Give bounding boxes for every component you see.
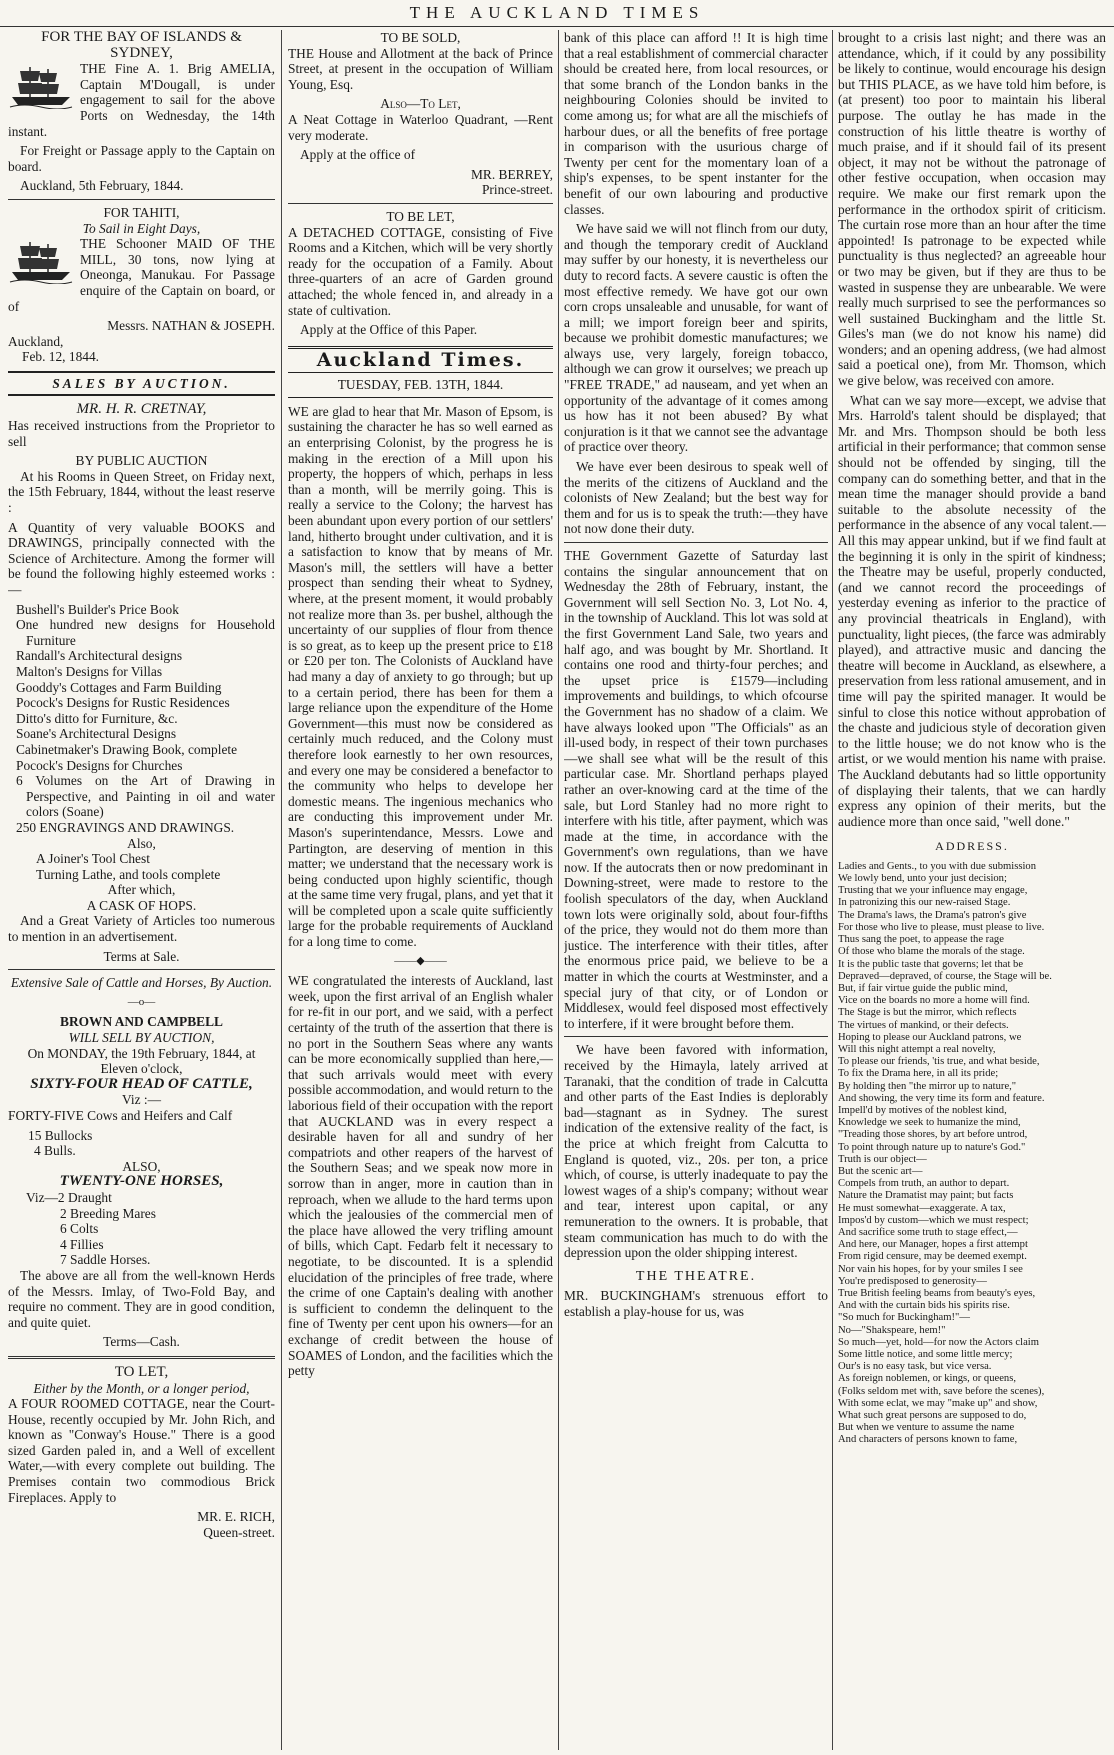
poem-line: In patronizing this our new-raised Stage.: [838, 897, 1011, 909]
poem-line: You're predisposed to generosity—: [838, 1275, 987, 1287]
column-1: [8, 30, 275, 1750]
article-whaler: WE congratulated the interests of Auckland, last week, upon the first arrival of an English whaler for re-fit in our port, and we said, with a perfect certainty of the truth of the assertion that there is no port in the Southern Seas where any wants can be more economically supplied than here,—that such arrivals would meet with every possible accommodation, and would return to the laborious field of their occupation with the report that AUCKLAND was in every respect a desirable haven for all and sundry of her compatriots and other reapers of the harvest of the Southern Seas; and we speak now more in sorrow than in anger, more in caution than in reproach, when we allude to the hard terms upon which the jealousies of the commercial men of the place have allowed the very trifling amount of bills, which Capt. Fedarb felt it necessary to negotiate, to be discounted. It is a splendid elucidation of the principles of free trade, where the crime of one Captain's dealing with another is sufficient to condemn the delinquent to the fine of Twenty per cent upon his owners—for an exchange of credit between the house of SOAMES of London, and the facilities which the petty: [288, 973, 553, 1379]
ad-body: A FOUR ROOMED COTTAGE, near the Court-House, recently occupied by Mr. John Rich, and known as "Conway's House." There is a good sized Garden paled in, and a Well of excellent Water,—with every complete out building. The Premises contain two commodious Brick Fireplaces. Apply to: [8, 1396, 275, 1505]
list-item: Gooddy's Cottages and Farm Building: [16, 679, 222, 695]
ad-title: TO LET,: [114, 1363, 169, 1380]
article-paragraph: We have said we will not flinch from our duty, and though the temporary credit of Auckland may suffer by our honesty, it is nevertheless our duty to record facts. A severe caustic is often the most effective remedy. We have got our own corn crops unsaleable and unusable, for want of a mill; we import foreign beer and spirits, because we prohibit domestic manufactures; we always use, very largely, foreign tobacco, although we can grow it ourselves; we preach up "FREE TRADE," ad nauseam, and yet when an opportunity of the advantage of it comes among us how has it not been abused? By what conjuration is it that we cannot see the advantage of practice over theory.: [564, 221, 828, 455]
poem-line: And here, our Manager, hopes a first attempt: [838, 1239, 1028, 1251]
poem-line: "So much for Buckingham!"—: [838, 1312, 970, 1324]
ad-lead: A Quantity of very valuable BOOKS and DRAWINGS, principally connected with the Science of Architecture. Among the former will be found the following highly esteemed works :—: [8, 519, 275, 597]
ship-icon: [8, 238, 74, 284]
poem-line: By holding then "the mirror up to nature,": [838, 1080, 1017, 1092]
list-item: One hundred new designs for Household Furniture: [16, 617, 275, 648]
poem-line: And characters of persons known to fame,: [838, 1434, 1018, 1446]
issue-date: TUESDAY, FEB. 13TH, 1844.: [288, 377, 553, 398]
poem-line: As foreign noblemen, or kings, or queens,: [838, 1373, 1016, 1385]
ad-body: THE House and Allotment at the back of Prince Street, at present in the occupation of William Young, Esq.: [288, 45, 553, 92]
poem-line: The virtues of mankind, or their defects.: [838, 1019, 1009, 1031]
list-item: 4 Fillies: [60, 1236, 104, 1252]
ad-cretnay-auction: [8, 402, 275, 964]
ad-street: Queen-street.: [203, 1524, 275, 1540]
ad-also: Also,: [127, 835, 156, 851]
list-item: Viz—2 Draught: [26, 1189, 112, 1205]
ad-agent: MR. BERREY,: [471, 166, 553, 182]
poem-line: To fix the Drama here, in all its pride;: [838, 1068, 999, 1080]
poem-line: And sacrifice some truth to stage effect,—: [838, 1226, 1018, 1238]
ad-terms: Terms at Sale.: [103, 948, 180, 964]
book-list: [8, 602, 275, 836]
horses-heading: TWENTY-ONE HORSES,: [59, 1173, 224, 1190]
ad-body: A DETACHED COTTAGE, consisting of Five Rooms and a Kitchen, which will be very shortly ready for the occupation of a Family. About three-quarters of an acre of Garden ground attached; the whole fenced in, and already in a state of cultivation.: [288, 224, 553, 318]
ad-tahiti: [8, 205, 275, 365]
article-mill: WE are glad to hear that Mr. Mason of Epsom, is sustaining the character he has so well earned as an enterprising Colonist, by the progress he is making in the erection of a Mill upon his property, the hoppers of which, perhaps in less than a month, will be merrily going. This is really a service to the Colony; the harvest has been abundant upon every portion of our settlers' land, hitherto brought under cultivation, and it is a satisfaction to know that by means of Mr. Mason's mill, the settlers will have a better prospect than sending their wheat to Sydney, where, at the present moment, it would probably not realize more than 3s. per bushel, although the uncertainty of our supplies of flour from thence is so great, as to keep up the present price to £18 or £20 per ton. The Colonists of Auckland have had many a day of anxiety to go through; but up to a certain period, there has been for them a large reliance upon the expenditure of the Home Government—this must now be considered as certainly much reduced, and the Colony must therefore look earnestly to her own resources, and every one may be considered a benefactor to the community who helps to develope her domestic means. The ingenious mechanics who are conducting this improvement under Mr. Mason's superintendance, Messrs. Lowe and Partington, are deserving of mention in this matter; we understand that the necessary work is being conducted upon highly scientific, though at the same time very frugal, plans, and yet that it will be completed upon a scale quite sufficiently large for the probable requirements of Auckland for a long time to come.: [288, 403, 553, 950]
ad-variety: And a Great Variety of Articles too numerous to mention in an advertisement.: [8, 913, 275, 945]
ad-intro: Has received instructions from the Proprietor to sell: [8, 418, 275, 449]
poem-line: For those who live to please, must please to live.: [838, 921, 1045, 933]
ad-date: Feb. 12, 1844.: [22, 349, 99, 365]
poem-line: He must somewhat—exaggerate. A tax,: [838, 1202, 1006, 1214]
poem-line: But, if fair virtue guide the public mind,: [838, 982, 1008, 994]
poem-line: It is the public taste that governs; let that be: [838, 958, 1024, 970]
divider: [8, 1356, 275, 1359]
poem-line: From rigid censure, may be deemed exempt.: [838, 1251, 1027, 1263]
divider: [8, 199, 275, 200]
article-paragraph: brought to a crisis last night; and there was an attendance, which, if it could by any possibility be likely to continue, would encourage his design but THIS PLACE, as we have told him before, is (at present) too poor to maintain his liberal purpose. The outlay he has made in the construction of his little theatre is worthy of much praise, and if it should fail of its present object, it may not be without the patronage of other festive occupation, when occasion may require. We make our first remark upon the performance in the orthodox spirit of criticism. The curtain rose more than an hour after the time appointed! Is patronage to be expected while punctuality is thus neglected? an agreeable hour or two may be given, but if they are thus to be wasted in suspense they are unbearable. We were really much surprised to see the performances so well sustained Buckingham and the little St. Giles's man (we do not know his name) did wonders; and an opening address, (we had almost said a poetical one), from Mr. Thomson, which we give below, was received con amore.: [838, 30, 1106, 389]
firm-name: BROWN AND CAMPBELL: [60, 1014, 223, 1030]
poem-line: Truth is our object—: [838, 1153, 927, 1165]
ad-viz: Viz :—: [122, 1092, 161, 1108]
list-item: Randall's Architectural designs: [16, 648, 183, 664]
ad-subtitle: Either by the Month, or a longer period,: [33, 1380, 250, 1396]
poem-line: Will this night attempt a real novelty,: [838, 1043, 996, 1055]
poem-line: With some eclat, we may "make up" and show,: [838, 1397, 1038, 1409]
ad-body: THE Schooner MAID OF THE MILL, 30 tons, now lying at Oneonga, Manukau. For Passage enquire of the Captain on board, or of: [8, 236, 275, 314]
masthead: THE AUCKLAND TIMES: [0, 0, 1114, 27]
poem-line: And showing, the very time its form and feature.: [838, 1092, 1045, 1104]
list-item: 2 Breeding Mares: [60, 1205, 156, 1221]
article-gazette: THE Government Gazette of Saturday last contains the singular announcement that on Wednesday the 28th of February, instant, the Government will sell Section No. 3, Lot No. 4, in the township of Auckland. This lot was sold at the first Government Land Sale, two years and half ago, and was bought by Mr. Shortland. It contains one rood and thirty-four perches; and the upset price is £1579—including improvements and buildings, to which ofcourse the Government has no shadow of a claim. We have always looked upon "The Officials" as an ill-used body, in respect of their town purchases—we shall see what will be the result of this particular case. Mr. Shortland perhaps played rather an over-knowing card at the time of the sale, but Lord Stanley had no more right to interfere with his title, after payment, which was made at the time, in accordance with the Government's own regulations, than we have now. If the autocrats then or now predominant in Downing-street, were made to restore to the foolish speculators of the day, when Auckland town lots were originally sold, about four-fifths of the price, they would not do them more than justice. The interference with their titles, after the enormous price paid, we believe to be a matter in which the courts at Westminster, and a special jury of that city, or of London or Middlesex, would feel disposed most effectively to interfere, if it were brought before them.: [564, 548, 828, 1031]
list-item: Pocock's Designs for Rustic Residences: [16, 695, 230, 711]
ad-title: TO BE LET,: [386, 208, 455, 224]
section-heading: SALES BY AUCTION.: [8, 371, 275, 397]
address-poem: [838, 861, 1106, 1447]
ad-will: WILL SELL BY AUCTION,: [68, 1030, 215, 1046]
poem-line: Trusting that we your influence may engage,: [838, 885, 1028, 897]
ad-freight: For Freight or Passage apply to the Captain on board.: [8, 143, 275, 174]
poem-line: Our's is no easy task, but vice versa.: [838, 1361, 992, 1373]
article-paragraph: What can we say more—except, we advise that Mrs. Harrold's talent should be displayed; that Mr. and Mrs. Thompson should be both less artificial in their performance; that common sense should not be offended by singing, till the company can do something better, and that in the mean time the manager should provide a band suitable to the absolute necessity of the performance in the absence of any vocal talent.—All this may appear unkind, but if we find fault at the beginning it is only in the spirit of kindness; the Theatre may be useful, properly conducted, (and we cannot record the proceedings of yesterday evening as inferior to the practice of any provincial theatricals in England), with punctuality, light pieces, (the farce was admirably played), and attractive music and dancing the theatre will become in Auckland, as elsewhere, a preservation from less rational amusement, and in time will pay the spirited manager. It would be sinful to close this notice without approbation of the chaste and judicious style of decoration given to the little house; we do not know who is the artist, or we would mention his name with praise. The Auckland debutants had so little opportunity of displaying their talents, that we can hardly express any opinion of their merits, but the audience more than once said, "well done.": [838, 392, 1106, 829]
ad-subtitle: To Sail in Eight Days,: [82, 220, 201, 236]
poem-line: True British feeling beams from beauty's eyes,: [838, 1287, 1036, 1299]
ad-lathe: Turning Lathe, and tools complete: [36, 866, 221, 882]
poem-line: Impos'd by custom—which we must respect;: [838, 1214, 1029, 1226]
poem-line: Vice on the boards no more a home will find.: [838, 995, 1030, 1007]
list-item: Cabinetmaker's Drawing Book, complete: [16, 741, 238, 757]
poem-line: But when we venture to assume the name: [838, 1422, 1015, 1434]
ad-note: The above are all from the well-known Herds of the Messrs. Imlay, of Two-Fold Bay, and require no comment. They are in good condition, and quite quiet.: [8, 1267, 275, 1330]
poem-line: The Stage is but the mirror, which reflects: [838, 1007, 1017, 1019]
ad-bullocks: 15 Bullocks: [28, 1127, 93, 1143]
article-calcutta: We have been favored with information, received by the Himayla, lately arrived at Taranaki, that the condition of trade in Calcutta and other parts of the East Indies is deplorably bad—stagnant as in Sydney. The surest indication of the extensive reality of the fact, is the price at which freight from Calcutta to England is quoted, viz., 20s. per ton, a price which, of course, is utterly inadequate to pay the lowest wages of a ship's company; without wear and tear, interest upon capital, or any remuneration to the owners. It is probable, that steam communication has much to do with the depression upon the older shipping interest.: [564, 1042, 828, 1261]
column-2: [288, 30, 553, 1750]
ad-bay-of-islands: [8, 30, 275, 194]
poem-line: Nature the Dramatist may paint; but facts: [838, 1190, 1014, 1202]
poem-line: Thus sang the poet, to appease the rage: [838, 934, 1004, 946]
ad-hops: A CASK OF HOPS.: [86, 897, 197, 913]
article-paragraph: We have ever been desirous to speak well of the merits of the citizens of Auckland and the colonists of New Zealand; but the best way for them and for us is to speak the truth:—they have not now done their duty.: [564, 459, 828, 537]
poem-line: And with the curtain bids his spirits rise.: [838, 1300, 1010, 1312]
ad-cows: FORTY-FIVE Cows and Heifers and Calf: [8, 1108, 233, 1123]
ad-title: Extensive Sale of Cattle and Horses, By Auction.: [10, 975, 273, 991]
divider: [8, 969, 275, 970]
ad-terms: Terms—Cash.: [103, 1334, 180, 1350]
list-item: Bushell's Builder's Price Book: [16, 601, 179, 617]
ornament: ——◆——: [394, 954, 447, 967]
list-item: 7 Saddle Horses.: [60, 1252, 151, 1268]
auctioneer-name: MR. H. R. CRETNAY,: [76, 401, 207, 418]
poem-line: To point through nature up to nature's God.": [838, 1141, 1026, 1153]
poem-line: Some little notice, and some little mercy;: [838, 1349, 1013, 1360]
column-4: [838, 30, 1106, 1750]
poem-line: Nor vain his hopes, for by your smiles I see: [838, 1263, 1023, 1275]
ad-when: On MONDAY, the 19th February, 1844, at Eleven o'clock,: [27, 1045, 256, 1077]
divider: [564, 542, 828, 543]
ad-where: At his Rooms in Queen Street, on Friday next, the 15th February, 1844, without the least reserve :: [8, 468, 275, 516]
section-heading: THE THEATRE.: [635, 1268, 757, 1284]
column-3: [564, 30, 828, 1750]
poem-line: No—"Shakspeare, hem!": [838, 1324, 946, 1336]
poem-line: Ladies and Gents., to you with due submission: [838, 860, 1037, 872]
ad-title: FOR TAHITI,: [103, 204, 180, 220]
column-rule: [558, 30, 559, 1750]
poem-line: Knowledge we seek to humanize the mind,: [838, 1117, 1021, 1129]
ad-after: After which,: [107, 882, 176, 898]
article-theatre: MR. BUCKINGHAM's strenuous effort to establish a play-house for us, was: [564, 1288, 828, 1319]
ad-title: TO BE SOLD,: [380, 30, 461, 45]
ornament: —o—: [127, 995, 156, 1008]
list-item: 6 Volumes on the Art of Drawing in Perspective, and Painting in oil and water colors (Soane): [16, 773, 275, 820]
list-item: 250 ENGRAVINGS AND DRAWINGS.: [16, 819, 235, 835]
list-item: 6 Colts: [60, 1221, 99, 1237]
ad-place: Auckland,: [8, 333, 64, 349]
poem-line: The Drama's laws, the Drama's patron's give: [838, 909, 1027, 921]
ad-body: THE Fine A. 1. Brig AMELIA, Captain M'Dougall, is under engagement to sail for the above Ports on Wednesday, the 14th instant.: [8, 61, 275, 139]
poem-line: Of those who blame the morals of the stage.: [838, 946, 1025, 958]
ad-date: Auckland, 5th February, 1844.: [20, 178, 184, 194]
ad-apply: Apply at the office of: [300, 147, 416, 163]
poem-line: (Folks seldom met with, save before the scenes),: [838, 1385, 1045, 1397]
list-item: Pocock's Designs for Churches: [16, 757, 183, 773]
ad-also: Also—To Let,: [380, 96, 461, 112]
poem-line: Compels from truth, an author to depart.: [838, 1178, 1010, 1190]
poem-line: Impell'd by motives of the noblest kind,: [838, 1104, 1007, 1116]
address-title: ADDRESS.: [935, 839, 1009, 854]
column-rule: [832, 30, 833, 1750]
ad-bulls: 4 Bulls.: [34, 1143, 76, 1159]
poem-line: Hoping to please our Auckland patrons, we: [838, 1031, 1022, 1043]
ad-title: FOR THE BAY OF ISLANDS & SYDNEY,: [41, 30, 242, 61]
poem-line: "Treading those shores, by art before untrod,: [838, 1129, 1028, 1141]
ad-cattle-auction: [8, 975, 275, 1350]
ad-also: ALSO,: [122, 1158, 161, 1174]
cattle-heading: SIXTY-FOUR HEAD OF CATTLE,: [30, 1075, 253, 1092]
ad-agent: Messrs. NATHAN & JOSEPH.: [107, 318, 275, 334]
divider: [564, 1036, 828, 1037]
column-rule: [281, 30, 282, 1750]
ad-apply: Apply at the Office of this Paper.: [300, 322, 478, 338]
list-item: Soane's Architectural Designs: [16, 726, 177, 742]
divider: [288, 203, 553, 204]
ad-chest: A Joiner's Tool Chest: [36, 851, 150, 867]
poem-line: But the scenic art—: [838, 1165, 923, 1177]
ad-agent: MR. E. RICH,: [197, 1509, 275, 1525]
list-item: Ditto's ditto for Furniture, &c.: [16, 710, 178, 726]
poem-line: Depraved—depraved, of course, the Stage will be.: [838, 970, 1052, 982]
poem-line: We lowly bend, unto your just decision;: [838, 873, 1007, 885]
poem-line: To please our friends, 'tis true, and what beside,: [838, 1056, 1040, 1068]
ad-to-be-let: [288, 209, 553, 338]
poem-line: So much—yet, hold—for now the Actors claim: [838, 1336, 1039, 1348]
ad-to-let: [8, 1365, 275, 1541]
list-item: Malton's Designs for Villas: [16, 663, 163, 679]
ad-street: Prince-street.: [481, 182, 553, 198]
poem-line: What such great persons are supposed to do,: [838, 1410, 1027, 1422]
ad-public: BY PUBLIC AUCTION: [75, 453, 208, 469]
article-paragraph: bank of this place can afford !! It is high time that a real establishment of commercial character should be created here, from local resources, or that some branch of the London banks in the neighbouring Colonies should be invited to come among us; for what are all the mischiefs of harbour dues, or all the benefits of free portage in comparison with the usurious charge of Twenty per cent for the momentary loan of a ship's expenses, to be spent instanter for the benefit of our own labouring and productive classes.: [564, 30, 828, 217]
ad-cottage: A Neat Cottage in Waterloo Quadrant, —Rent very moderate.: [288, 111, 553, 143]
ship-icon: [8, 63, 74, 109]
paper-title: Auckland Times.: [288, 346, 553, 374]
ad-to-be-sold: [288, 30, 553, 198]
